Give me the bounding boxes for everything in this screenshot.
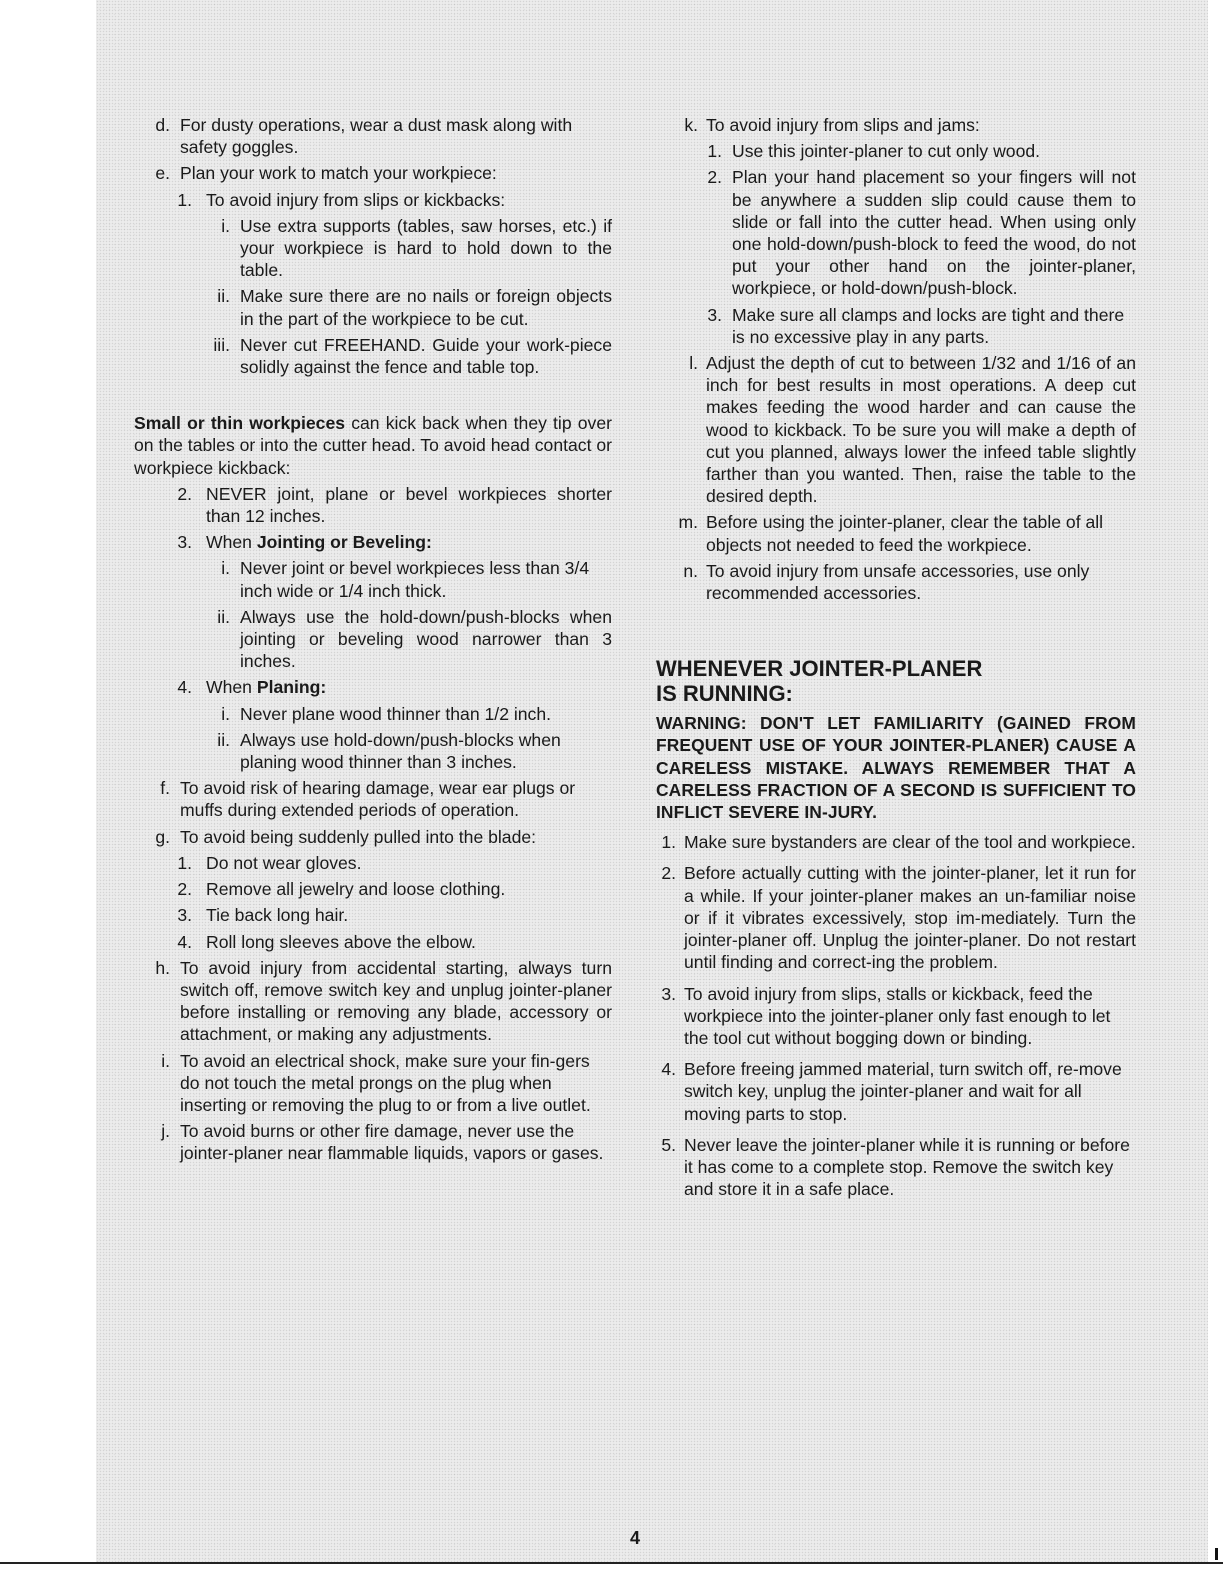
- item-label: f.: [160, 778, 170, 799]
- item-text: For dusty operations, wear a dust mask along with safety goggles.: [180, 115, 573, 158]
- item-text: Roll long sleeves above the elbow.: [206, 931, 476, 952]
- item-text-pre: When: [206, 532, 257, 553]
- item-label: ii.: [217, 729, 230, 750]
- list-item-3-ii: [134, 606, 612, 673]
- list-item-g-4: [134, 931, 612, 953]
- list-item-4: [134, 676, 612, 698]
- item-text: Tie back long hair.: [206, 905, 349, 926]
- list-item-4-i: [134, 703, 612, 725]
- list-item-3-i: [134, 557, 612, 601]
- item-label: i.: [161, 1050, 170, 1071]
- item-text: Plan your work to match your workpiece:: [180, 163, 497, 184]
- item-label: 3.: [661, 983, 676, 1004]
- list-item-3: [134, 531, 612, 553]
- item-label: 3.: [177, 532, 192, 553]
- list-item-r2: [656, 862, 1136, 973]
- item-text: To avoid injury from accidental starting, always turn switch off, remove switch key and unplug jointer-planer before installing or removing any blade, accessory or attachment, or making any adjustments.: [180, 957, 612, 1045]
- item-label: e.: [155, 163, 170, 184]
- warning-paragraph: WARNING: DON'T LET FAMILIARITY (GAINED FROM FREQUENT USE OF YOUR JOINTER-PLANER) CAUSE A CARELESS MISTAKE. ALWAYS REMEMBER THAT A CARELESS FRACTION OF A SECOND IS SUFFICIENT TO INFLICT SEVERE IN-JURY.: [656, 713, 1136, 823]
- item-text: Plan your hand placement so your fingers will not be anywhere a sudden slip could cause them to slide or fall into the cutter head. When using only one hold-down/push-block to feed the wood, do not put your other hand on the jointer-planer, workpiece, or hold-down/push-block.: [732, 167, 1136, 299]
- list-item-h: [134, 957, 612, 1046]
- list-item-g-3: [134, 904, 612, 926]
- right-column: [656, 114, 1136, 1209]
- item-label: 1.: [177, 852, 192, 873]
- item-label: 1.: [661, 832, 676, 853]
- item-text: Before freeing jammed material, turn switch off, re-move switch key, unplug the jointer-planer and wait for all moving parts to stop.: [684, 1059, 1122, 1124]
- item-label: n.: [683, 560, 698, 581]
- small-workpieces-text: can kick back when they tip over on the tables or into the cutter head. To avoid head contact or workpiece kickback:: [134, 413, 612, 478]
- item-label: ii.: [217, 286, 230, 307]
- item-label: i.: [221, 703, 230, 724]
- item-label: h.: [155, 957, 170, 978]
- item-label: i.: [221, 215, 230, 236]
- list-item-k-2: [656, 166, 1136, 299]
- item-text: Use extra supports (tables, saw horses, etc.) if your workpiece is hard to hold down to the table.: [240, 215, 612, 281]
- item-text: [206, 676, 612, 698]
- small-workpieces-paragraph: [134, 412, 612, 479]
- list-item-g-1: [134, 852, 612, 874]
- list-item-k-3: [656, 304, 1136, 348]
- list-item-f: [134, 777, 612, 821]
- item-label: i.: [221, 558, 230, 579]
- item-label: 2.: [707, 167, 722, 188]
- list-item-d: [134, 114, 612, 158]
- item-text: Before actually cutting with the jointer-planer, let it run for a while. If your jointer-planer makes an un-familiar noise or if it vibrates excessively, stop im-mediately. Turn the jointer-planer off. Unplug the jointer-planer. Do not restart until finding and correct-ing the problem.: [684, 863, 1136, 973]
- item-text: To avoid injury from unsafe accessories, use only recommended accessories.: [706, 560, 1090, 604]
- item-text: Never leave the jointer-planer while it is running or before it has come to a complete stop. Remove the switch key and store it in a safe place.: [684, 1134, 1130, 1200]
- list-item-r5: [656, 1134, 1136, 1201]
- item-text: NEVER joint, plane or bevel workpieces shorter than 12 inches.: [206, 483, 612, 527]
- item-label: 3.: [707, 304, 722, 325]
- item-text: [206, 531, 612, 553]
- item-text: Adjust the depth of cut to between 1/32 and 1/16 of an inch for best results in most operations. A deep cut makes feeding the wood harder and can cause the wood to kickback. To be sure you will make a depth of cut you planned, always lower the infeed table slightly farther than you wanted. Then, raise the table to the desired depth.: [706, 353, 1136, 507]
- list-item-e-1-iii: [134, 334, 612, 378]
- item-text: To avoid an electrical shock, make sure your fin-gers do not touch the metal prongs on the plug when inserting or removing the plug to or from a live outlet.: [180, 1050, 591, 1115]
- item-label: 2.: [177, 483, 192, 504]
- item-label: 4.: [661, 1059, 676, 1080]
- list-item-m: [656, 511, 1136, 555]
- item-label: j.: [161, 1121, 170, 1142]
- page-bottom-rule: [0, 1562, 1223, 1564]
- left-column: [134, 114, 612, 1169]
- list-item-e: [134, 162, 612, 184]
- item-label: ii.: [217, 606, 230, 627]
- list-item-e-1-i: [134, 215, 612, 282]
- list-item-n: [656, 560, 1136, 604]
- item-text-bold: Planing:: [256, 677, 327, 698]
- item-text: Remove all jewelry and loose clothing.: [206, 879, 506, 900]
- item-text: To avoid burns or other fire damage, never use the jointer-planer near flammable liquids, vapors or gases.: [180, 1121, 604, 1164]
- item-text: Make sure there are no nails or foreign objects in the part of the workpiece to be cut.: [240, 286, 612, 329]
- list-item-r4: [656, 1058, 1136, 1125]
- item-text-bold: Jointing or Beveling:: [256, 532, 432, 553]
- section-heading: [656, 656, 1136, 706]
- item-label: d.: [155, 115, 170, 135]
- list-item-r1: [656, 831, 1136, 853]
- item-text: Use this jointer-planer to cut only wood.: [732, 141, 1041, 162]
- item-text-pre: When: [206, 677, 257, 698]
- page-number: 4: [629, 1528, 640, 1548]
- section-heading-line-2: IS RUNNING:: [656, 681, 793, 707]
- section-heading-line-1: WHENEVER JOINTER-PLANER: [656, 656, 983, 682]
- item-text: Never cut FREEHAND. Guide your work-piece solidly against the fence and table top.: [240, 334, 612, 378]
- scan-edge-mark: [1215, 1548, 1218, 1560]
- list-item-g-2: [134, 878, 612, 900]
- item-label: 4.: [177, 677, 192, 698]
- item-label: 2.: [177, 879, 192, 900]
- list-item-e-1: [134, 189, 612, 211]
- item-label: g.: [155, 826, 170, 847]
- list-item-e-1-ii: [134, 285, 612, 329]
- item-text: Always use hold-down/push-blocks when planing wood thinner than 3 inches.: [240, 729, 561, 773]
- item-label: 5.: [661, 1134, 676, 1155]
- list-item-j: [134, 1120, 612, 1164]
- item-label: m.: [678, 512, 698, 533]
- item-text: Never joint or bevel workpieces less than 3/4 inch wide or 1/4 inch thick.: [240, 558, 590, 601]
- item-label: 1.: [707, 141, 722, 162]
- item-text: Always use the hold-down/push-blocks when jointing or beveling wood narrower than 3 inches.: [240, 606, 612, 672]
- list-item-l: [656, 352, 1136, 507]
- item-text: Make sure all clamps and locks are tight and there is no excessive play in any parts.: [732, 304, 1125, 347]
- item-text: Before using the jointer-planer, clear the table of all objects not needed to feed the workpiece.: [706, 512, 1104, 555]
- item-label: iii.: [213, 334, 230, 355]
- item-text: To avoid injury from slips, stalls or kickback, feed the workpiece into the jointer-planer only fast enough to let the tool cut without bogging down or binding.: [684, 983, 1111, 1048]
- item-label: 1.: [177, 189, 192, 210]
- list-item-4-ii: [134, 729, 612, 773]
- small-workpieces-bold: Small or thin workpieces: [134, 413, 346, 434]
- list-item-k-1: [656, 140, 1136, 162]
- item-text: To avoid injury from slips or kickbacks:: [206, 189, 506, 210]
- item-text: To avoid injury from slips and jams:: [706, 115, 980, 135]
- item-text: Never plane wood thinner than 1/2 inch.: [240, 703, 552, 724]
- item-label: 3.: [177, 905, 192, 926]
- item-text: To avoid risk of hearing damage, wear ear plugs or muffs during extended periods of operation.: [180, 778, 576, 821]
- list-item-i: [134, 1050, 612, 1117]
- item-label: k.: [684, 115, 698, 135]
- list-item-g: [134, 826, 612, 848]
- item-label: 4.: [177, 931, 192, 952]
- list-item-r3: [656, 983, 1136, 1050]
- list-item-k: [656, 114, 1136, 136]
- item-text: To avoid being suddenly pulled into the blade:: [180, 826, 537, 847]
- item-label: l.: [689, 353, 698, 374]
- item-text: Make sure bystanders are clear of the tool and workpiece.: [684, 832, 1136, 853]
- item-text: Do not wear gloves.: [206, 852, 362, 873]
- item-label: 2.: [661, 863, 676, 884]
- list-item-2: [134, 483, 612, 527]
